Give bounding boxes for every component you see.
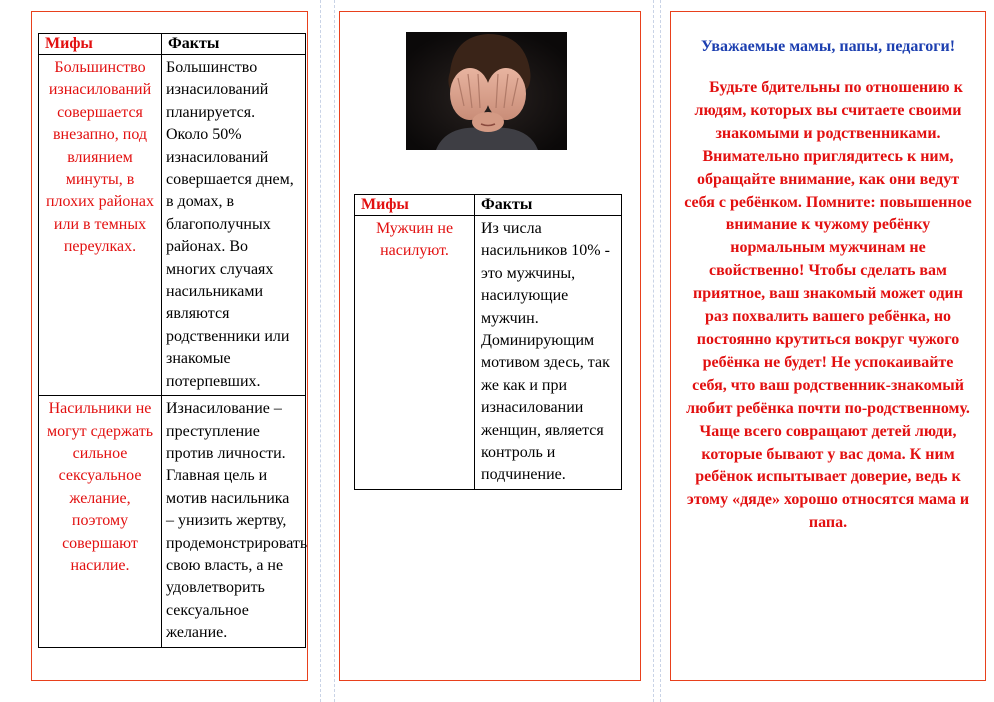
table-header-row xyxy=(355,195,622,216)
fact-cell: Из числа насильников 10% - это мужчины, насилующие мужчин. Доминирующим мотивом здесь, так же как и при изнасиловании женщин, является контроль и подчинение. xyxy=(475,216,622,490)
fact-cell: Изнасилование – преступление против личности. Главная цель и мотив насильника – унизить жертву, продемонстрировать свою власть, а не удовлетворить сексуальное желание. xyxy=(162,396,306,647)
greeting-heading: Уважаемые мамы, папы, педагоги! xyxy=(700,38,956,55)
fact-cell: Большинство изнасилований планируется. Около 50% изнасилований совершается днем, в домах, в благополучных районах. Во многих случаях насильниками являются родственники или знакомые потерпевших. xyxy=(162,55,306,396)
child-covering-face-photo xyxy=(406,32,567,150)
table-row xyxy=(39,396,306,647)
myths-header: Мифы xyxy=(355,195,475,216)
facts-header: Факты xyxy=(162,34,306,55)
fold-guide xyxy=(334,0,335,702)
table-row xyxy=(355,216,622,490)
warning-text: Будьте бдительны по отношению к людям, которых вы считаете своими знакомыми и родственниками. Внимательно приглядитесь к ним, обращайте внимание, как они ведут себя с ребёнком. Помните: повышенное внимание к чужому ребёнку нормальным мужчинам не свойственно! Чтобы сделать вам приятное, ваш знакомый может один раз похвалить вашего ребёнка, но постоянно крутиться вокруг чужого ребёнка не будет! Не успокаивайте себя, что ваш родственник-знакомый любит ребёнка почти по-родственному. Чаще всего совращают детей люди, которые бывают у вас дома. К ним ребёнок испытывает доверие, ведь к этому «дяде» хорошо относятся мама и папа. xyxy=(684,79,972,532)
fold-guide xyxy=(660,0,661,702)
fold-guide xyxy=(320,0,321,702)
table-row xyxy=(39,55,306,396)
myth-cell: Мужчин не насилуют. xyxy=(355,216,475,490)
myth-cell: Насильники не могут сдержать сильное сексуальное желание, поэтому совершают насилие. xyxy=(39,396,162,647)
table-header-row xyxy=(39,34,306,55)
myths-facts-table xyxy=(354,194,622,490)
myth-cell: Большинство изнасилований совершается внезапно, под влиянием минуты, в плохих районах или в темных переулках. xyxy=(39,55,162,396)
myths-header: Мифы xyxy=(39,34,162,55)
fold-guide xyxy=(653,0,654,702)
parents-appeal xyxy=(684,35,972,535)
facts-header: Факты xyxy=(475,195,622,216)
myths-facts-table xyxy=(38,33,306,648)
